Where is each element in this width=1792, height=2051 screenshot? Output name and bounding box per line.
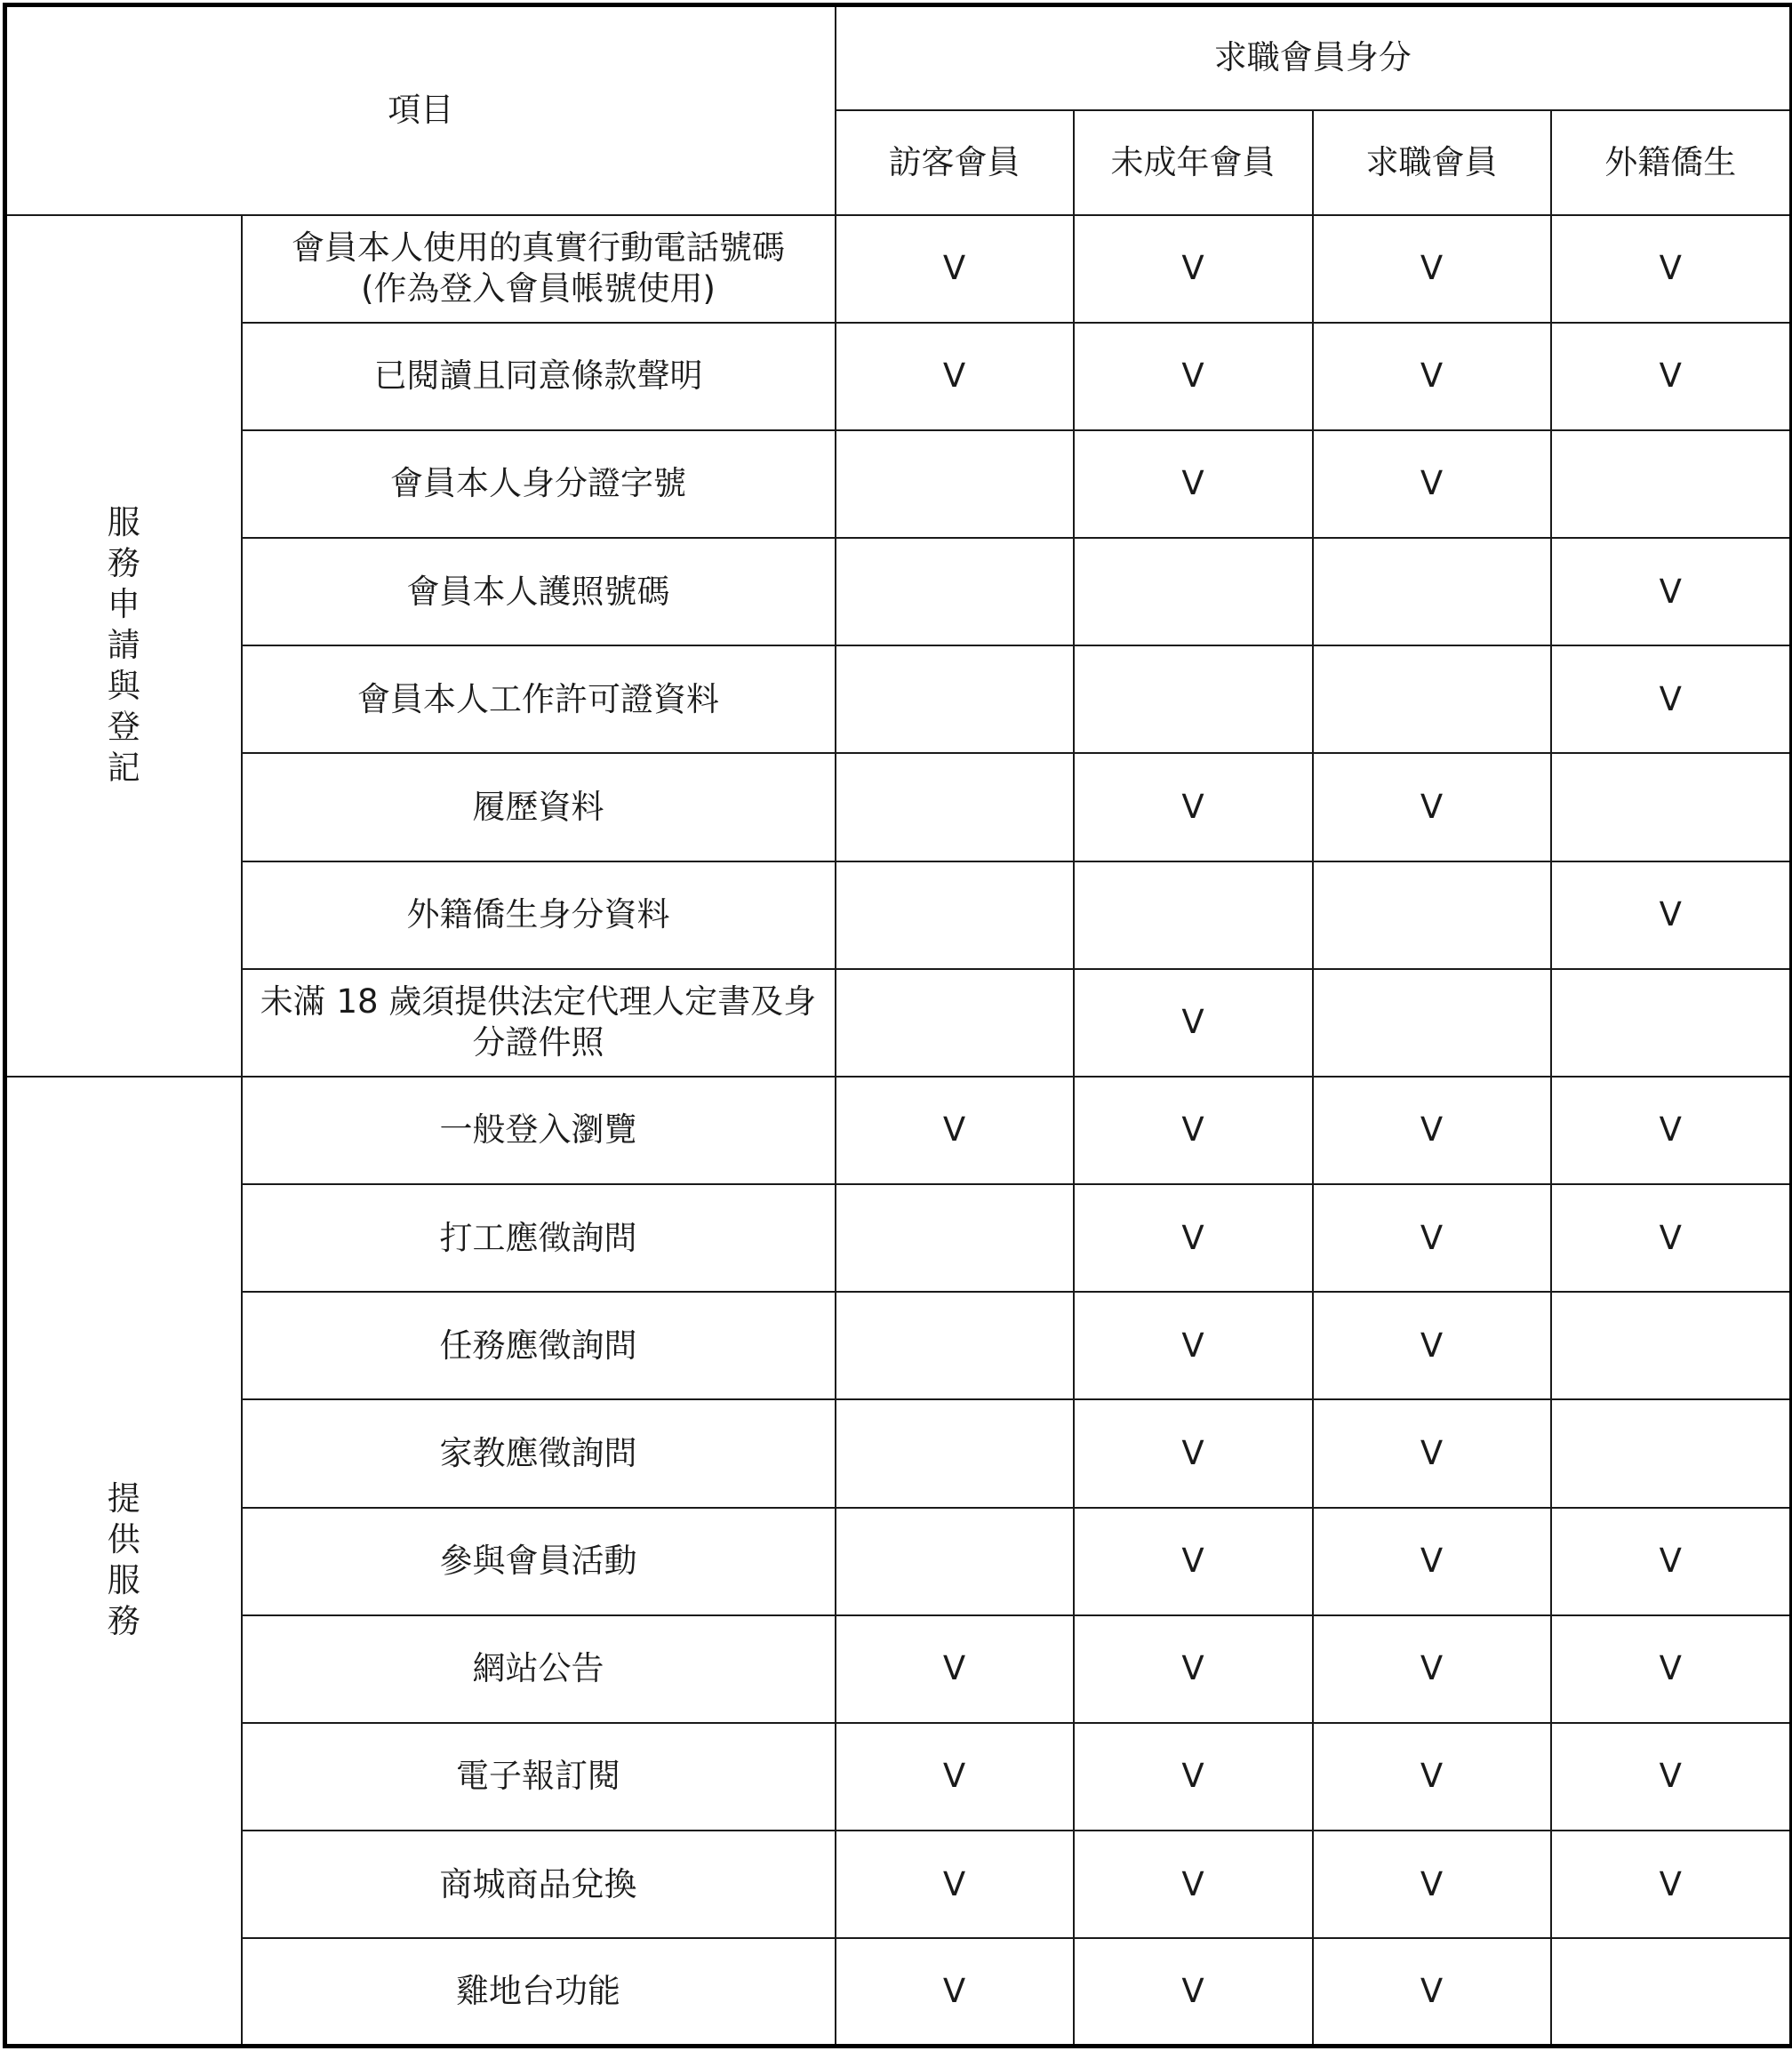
check-cell-minor: V xyxy=(1074,969,1313,1077)
check-cell-visitor xyxy=(836,538,1074,645)
column-header-jobseeker: 求職會員 xyxy=(1313,110,1551,215)
check-cell-visitor xyxy=(836,430,1074,538)
check-cell-jobseeker: V xyxy=(1313,1508,1551,1615)
check-cell-overseas-student xyxy=(1551,1938,1792,2046)
check-cell-minor xyxy=(1074,861,1313,969)
table-row xyxy=(5,430,1792,538)
check-cell-visitor: V xyxy=(836,1831,1074,1938)
check-cell-minor: V xyxy=(1074,1399,1313,1507)
item-label: 打工應徵詢問 xyxy=(242,1184,836,1292)
check-cell-visitor xyxy=(836,1399,1074,1507)
item-label: 會員本人身分證字號 xyxy=(242,430,836,538)
check-cell-jobseeker: V xyxy=(1313,430,1551,538)
table-row xyxy=(5,645,1792,753)
table-row xyxy=(5,1184,1792,1292)
check-cell-overseas-student xyxy=(1551,969,1792,1077)
check-cell-jobseeker: V xyxy=(1313,1615,1551,1723)
check-cell-minor: V xyxy=(1074,1077,1313,1184)
item-label: 網站公告 xyxy=(242,1615,836,1723)
column-header-visitor: 訪客會員 xyxy=(836,110,1074,215)
check-cell-jobseeker: V xyxy=(1313,1077,1551,1184)
check-cell-minor: V xyxy=(1074,1831,1313,1938)
check-cell-jobseeker xyxy=(1313,969,1551,1077)
check-cell-overseas-student: V xyxy=(1551,215,1792,323)
check-cell-jobseeker xyxy=(1313,645,1551,753)
check-cell-jobseeker: V xyxy=(1313,753,1551,861)
item-label: 履歷資料 xyxy=(242,753,836,861)
item-label: 商城商品兌換 xyxy=(242,1831,836,1938)
check-cell-jobseeker xyxy=(1313,861,1551,969)
check-cell-minor: V xyxy=(1074,215,1313,323)
table-row xyxy=(5,1938,1792,2046)
check-cell-visitor: V xyxy=(836,1723,1074,1831)
check-cell-minor: V xyxy=(1074,1292,1313,1399)
check-cell-jobseeker: V xyxy=(1313,1184,1551,1292)
table-row xyxy=(5,969,1792,1077)
check-cell-overseas-student xyxy=(1551,1399,1792,1507)
table-row xyxy=(5,1831,1792,1938)
table-row xyxy=(5,1508,1792,1615)
check-cell-minor: V xyxy=(1074,430,1313,538)
section-category-label: 服 務 申 請 與 登 記 xyxy=(5,215,242,1077)
table-row xyxy=(5,215,1792,323)
item-label: 參與會員活動 xyxy=(242,1508,836,1615)
check-cell-overseas-student: V xyxy=(1551,1723,1792,1831)
table-row xyxy=(5,1723,1792,1831)
check-cell-overseas-student: V xyxy=(1551,1508,1792,1615)
membership-matrix-table xyxy=(3,3,1792,2048)
table-body xyxy=(5,215,1792,2047)
item-label: 家教應徵詢問 xyxy=(242,1399,836,1507)
column-header-minor: 未成年會員 xyxy=(1074,110,1313,215)
check-cell-jobseeker: V xyxy=(1313,1938,1551,2046)
check-cell-visitor xyxy=(836,861,1074,969)
item-label: 未滿 18 歲須提供法定代理人定書及身 分證件照 xyxy=(242,969,836,1077)
check-cell-overseas-student: V xyxy=(1551,1831,1792,1938)
check-cell-minor xyxy=(1074,645,1313,753)
check-cell-minor xyxy=(1074,538,1313,645)
table-row xyxy=(5,1077,1792,1184)
check-cell-visitor xyxy=(836,645,1074,753)
check-cell-overseas-student: V xyxy=(1551,1184,1792,1292)
check-cell-jobseeker: V xyxy=(1313,323,1551,430)
item-label: 外籍僑生身分資料 xyxy=(242,861,836,969)
check-cell-minor: V xyxy=(1074,1723,1313,1831)
table-row xyxy=(5,323,1792,430)
column-header-overseas-student: 外籍僑生 xyxy=(1551,110,1792,215)
check-cell-minor: V xyxy=(1074,1184,1313,1292)
check-cell-minor: V xyxy=(1074,1938,1313,2046)
section-category-label: 提 供 服 務 xyxy=(5,1077,242,2047)
check-cell-overseas-student: V xyxy=(1551,861,1792,969)
check-cell-overseas-student xyxy=(1551,430,1792,538)
item-label: 會員本人護照號碼 xyxy=(242,538,836,645)
item-label: 雞地台功能 xyxy=(242,1938,836,2046)
check-cell-overseas-student: V xyxy=(1551,1077,1792,1184)
item-label: 一般登入瀏覽 xyxy=(242,1077,836,1184)
check-cell-overseas-student: V xyxy=(1551,323,1792,430)
check-cell-minor: V xyxy=(1074,1615,1313,1723)
check-cell-minor: V xyxy=(1074,753,1313,861)
check-cell-jobseeker: V xyxy=(1313,215,1551,323)
check-cell-visitor xyxy=(836,753,1074,861)
check-cell-minor: V xyxy=(1074,1508,1313,1615)
item-column-header: 項目 xyxy=(5,5,836,215)
check-cell-jobseeker: V xyxy=(1313,1723,1551,1831)
table-row xyxy=(5,861,1792,969)
check-cell-overseas-student: V xyxy=(1551,538,1792,645)
item-label: 會員本人使用的真實行動電話號碼 (作為登入會員帳號使用) xyxy=(242,215,836,323)
membership-group-header: 求職會員身分 xyxy=(836,5,1792,110)
check-cell-overseas-student: V xyxy=(1551,1615,1792,1723)
check-cell-visitor: V xyxy=(836,1615,1074,1723)
check-cell-overseas-student: V xyxy=(1551,645,1792,753)
check-cell-visitor xyxy=(836,969,1074,1077)
item-label: 電子報訂閱 xyxy=(242,1723,836,1831)
check-cell-jobseeker xyxy=(1313,538,1551,645)
check-cell-visitor xyxy=(836,1184,1074,1292)
table-row xyxy=(5,1399,1792,1507)
table-header xyxy=(5,5,1792,215)
item-label: 任務應徵詢問 xyxy=(242,1292,836,1399)
check-cell-visitor: V xyxy=(836,1938,1074,2046)
table-row xyxy=(5,1615,1792,1723)
check-cell-jobseeker: V xyxy=(1313,1831,1551,1938)
table-row xyxy=(5,1292,1792,1399)
check-cell-visitor: V xyxy=(836,323,1074,430)
item-label: 會員本人工作許可證資料 xyxy=(242,645,836,753)
item-label: 已閱讀且同意條款聲明 xyxy=(242,323,836,430)
table-row xyxy=(5,753,1792,861)
check-cell-minor: V xyxy=(1074,323,1313,430)
check-cell-visitor xyxy=(836,1292,1074,1399)
check-cell-visitor xyxy=(836,1508,1074,1615)
check-cell-overseas-student xyxy=(1551,753,1792,861)
check-cell-overseas-student xyxy=(1551,1292,1792,1399)
check-cell-jobseeker: V xyxy=(1313,1399,1551,1507)
check-cell-jobseeker: V xyxy=(1313,1292,1551,1399)
check-cell-visitor: V xyxy=(836,215,1074,323)
check-cell-visitor: V xyxy=(836,1077,1074,1184)
table-row xyxy=(5,538,1792,645)
